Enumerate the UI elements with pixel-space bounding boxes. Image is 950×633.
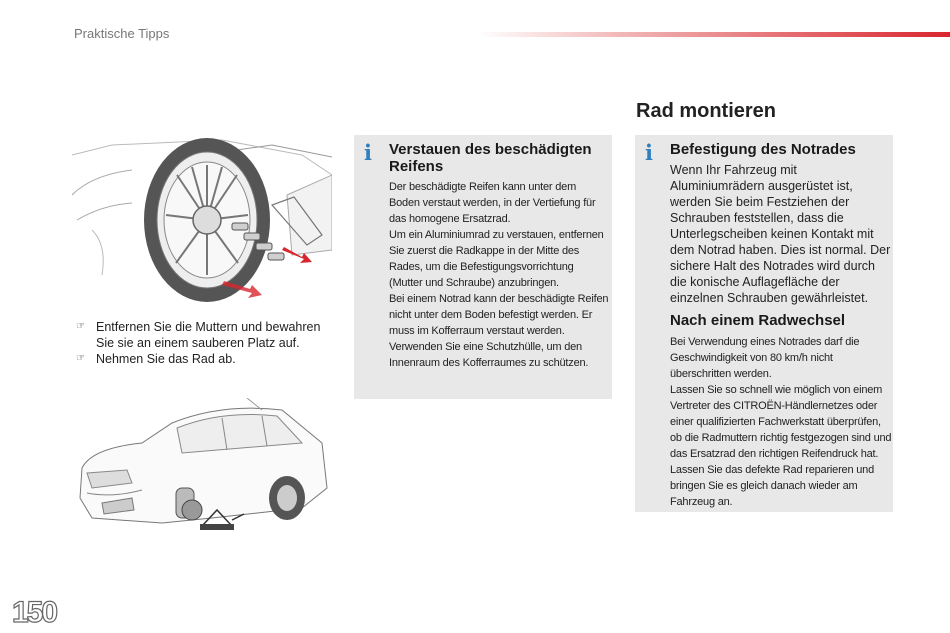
step-list [76, 319, 336, 367]
step-item [76, 351, 336, 367]
after-change-paragraph: Lassen Sie das defekte Rad reparieren und bringen Sie es gleich danach wieder am Fahrzeug an. [670, 464, 874, 508]
step-text: Nehmen Sie das Rad ab. [96, 352, 236, 366]
header-section-label: Praktische Tipps [74, 26, 170, 41]
storage-box-title: Verstauen des beschädigten Reifens [389, 141, 592, 175]
header-accent-bar [478, 32, 950, 37]
step-item [76, 319, 336, 351]
storage-paragraph: Bei einem Notrad kann der beschädigte Reifen nicht unter dem Boden befestigt werden. Er muss im Kofferraum verstaut werden. Verwenden Sie eine Schutzhülle, um den Innenraum des Kofferraumes zu schützen. [389, 293, 609, 369]
after-change-title: Nach einem Radwechsel [670, 312, 846, 329]
page-number: 150 [12, 596, 57, 629]
wheel-removal-illustration [72, 135, 332, 310]
after-change-paragraph: Bei Verwendung eines Notrades darf die Geschwindigkeit von 80 km/h nicht überschritten werden. [670, 336, 860, 380]
storage-info-box [354, 135, 612, 399]
section-title: Rad montieren [636, 100, 777, 122]
spare-box-body: Wenn Ihr Fahrzeug mit Aluminiumrädern ausgerüstet ist, werden Sie beim Festziehen der Schrauben feststellen, dass die Unterlegscheiben keinen Kontakt mit dem Notrad haben. Dies ist normal. Der sichere Halt des Notrades wird durch die konische Auflagefläche der einzelnen Schrauben gewährleistet. [670, 163, 891, 305]
storage-paragraph: Der beschädigte Reifen kann unter dem Boden verstaut werden, in der Vertiefung für das homogene Ersatzrad. [389, 181, 596, 225]
pointing-hand-icon: ☞ [76, 321, 85, 332]
storage-paragraph: Um ein Aluminiumrad zu verstauen, entfernen Sie zuerst die Radkappe in der Mitte des Rades, um die Befestigungsvorrichtung (Mutter und Schraube) anzubringen. [389, 229, 604, 289]
spare-box-title: Befestigung des Notrades [670, 141, 856, 158]
spare-wheel-info-box [635, 135, 893, 512]
info-icon: i [364, 140, 372, 165]
car-on-jack-illustration [72, 398, 342, 548]
info-icon: i [645, 140, 653, 165]
step-text: Entfernen Sie die Muttern und bewahren Sie sie an einem sauberen Platz auf. [96, 320, 321, 350]
after-change-body [670, 334, 892, 510]
pointing-hand-icon: ☞ [76, 353, 85, 364]
after-change-paragraph: Lassen Sie so schnell wie möglich von einem Vertreter des CITROËN-Händlernetzes oder einer qualifizierten Fachwerkstatt überprüfen, ob die Radmuttern richtig festgezogen sind und das Ersatzrad den richtigen Reifendruck hat. [670, 384, 892, 460]
storage-box-body [389, 179, 609, 371]
